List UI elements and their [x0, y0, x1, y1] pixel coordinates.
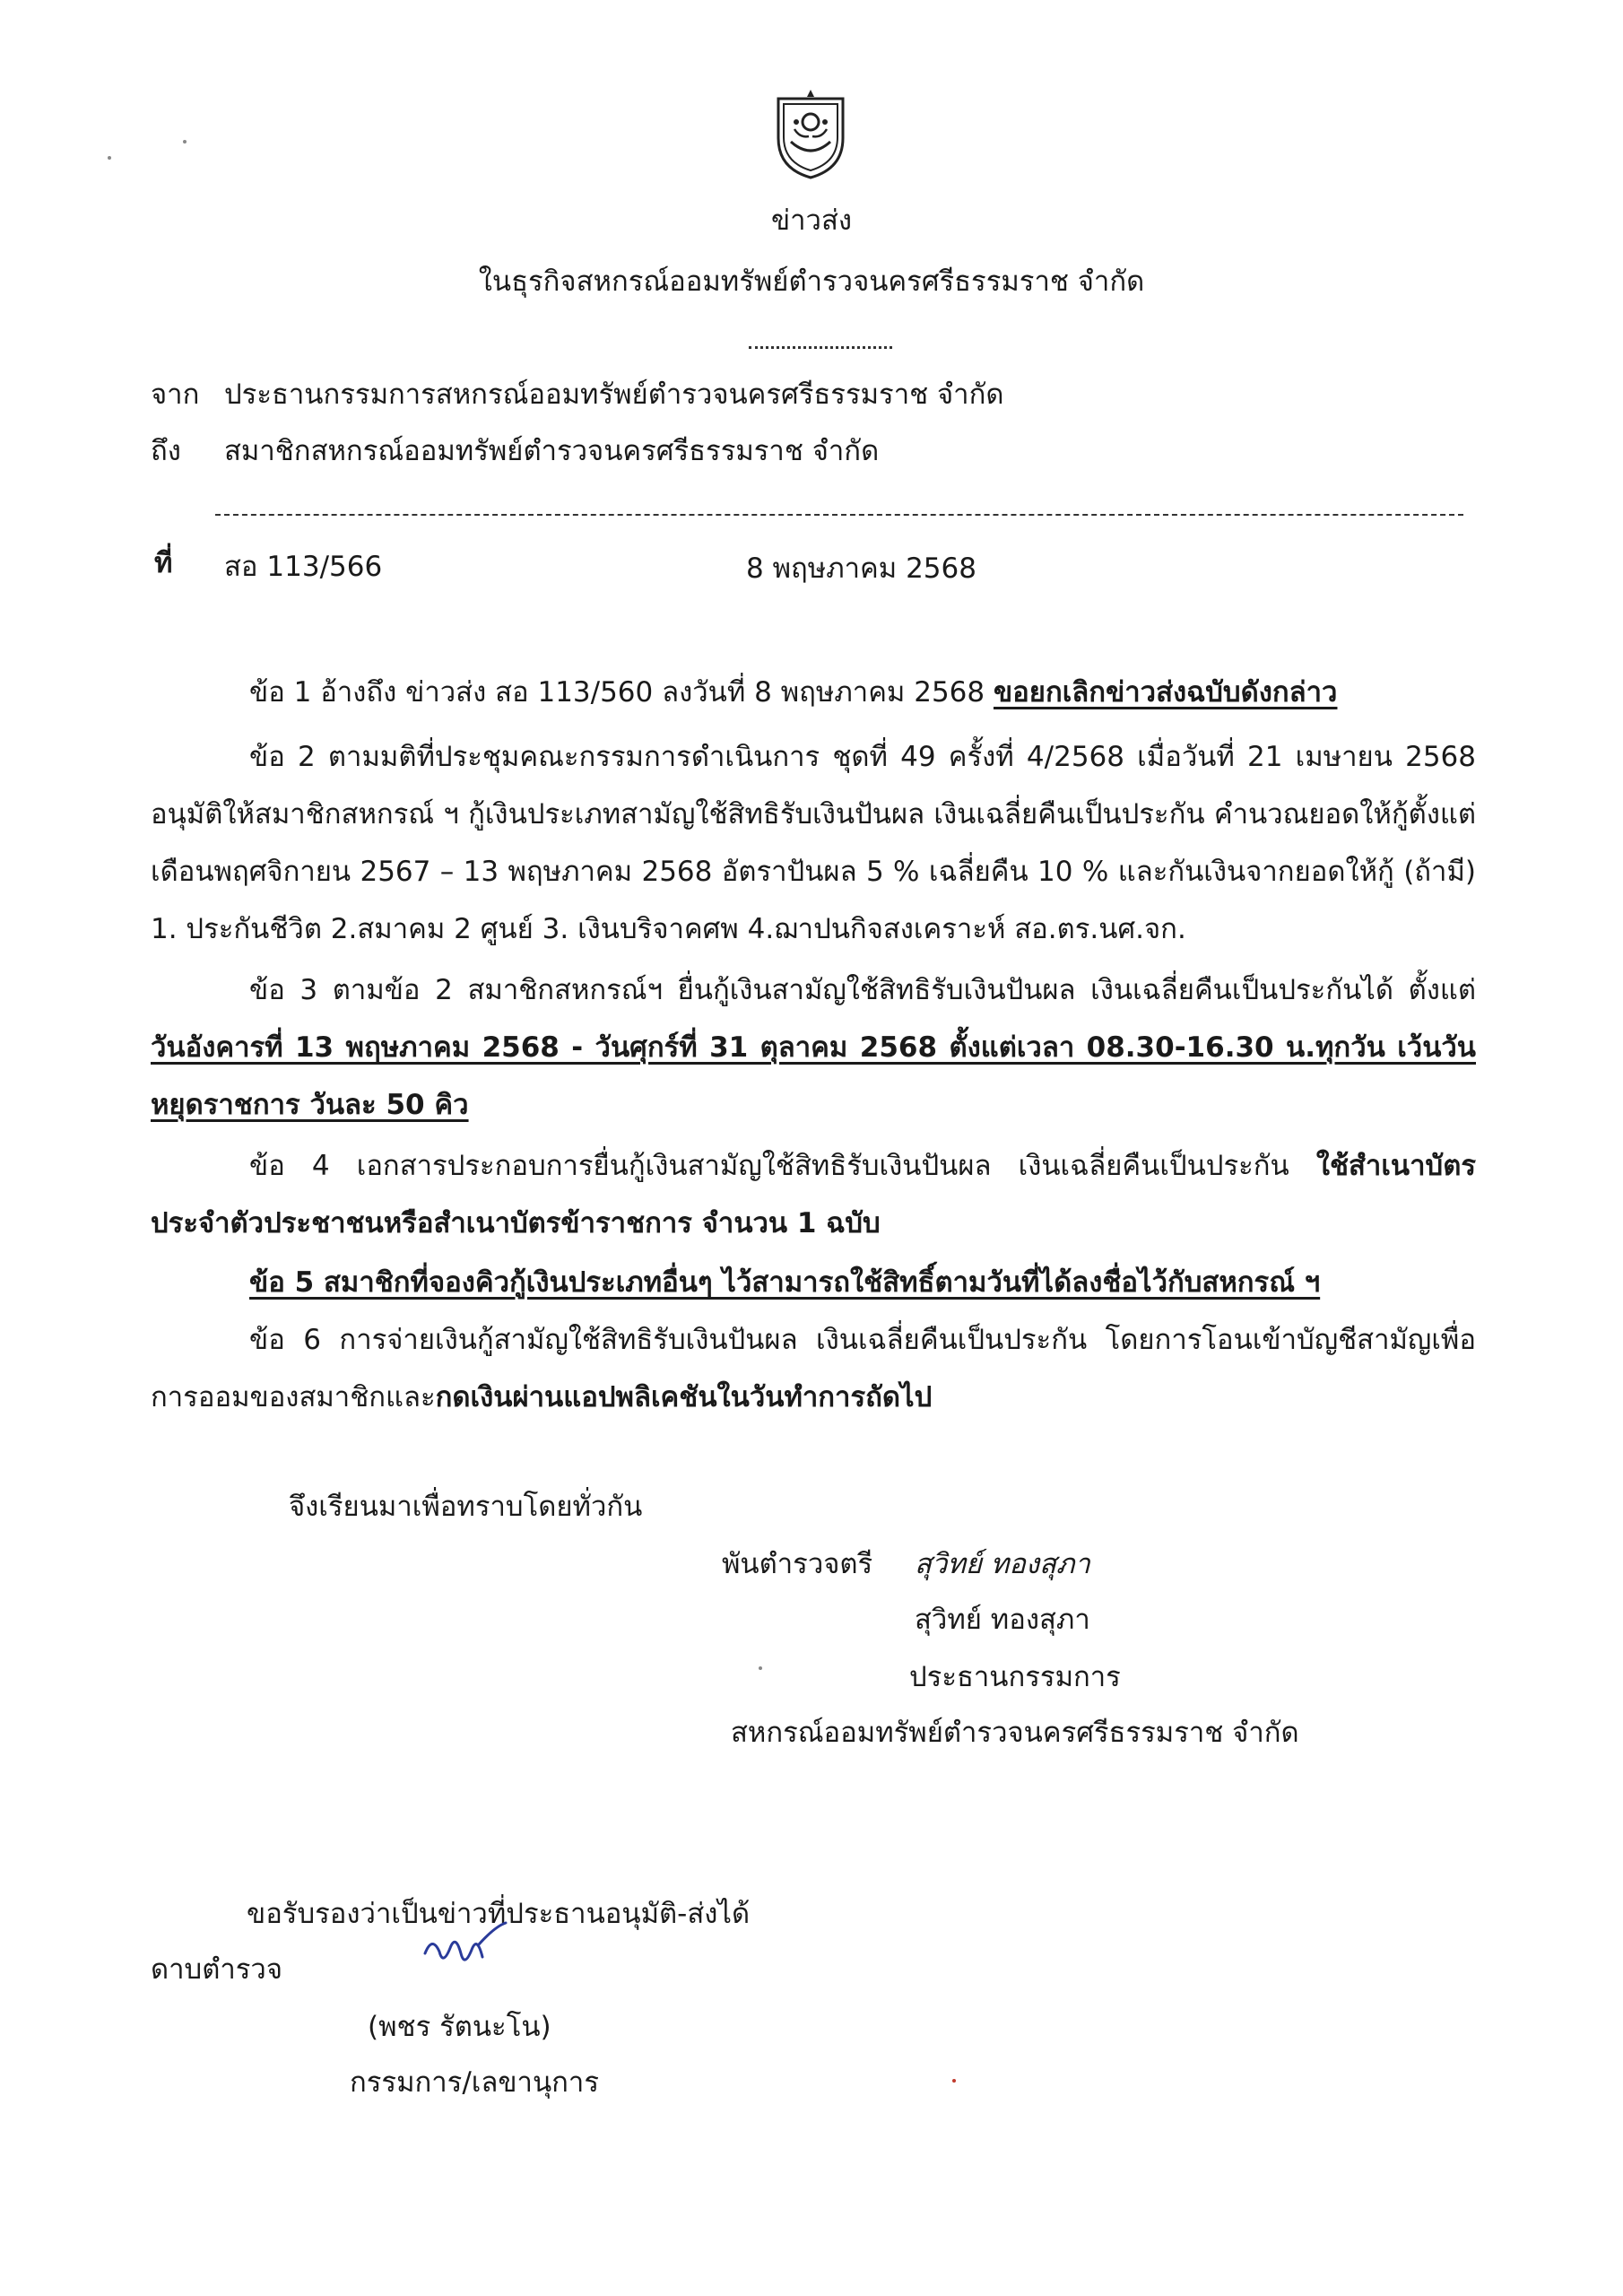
item-6 — [151, 1311, 1476, 1426]
ref-label: ที่ — [154, 547, 173, 579]
certification-text: ขอรับรองว่าเป็นข่าวที่ประธานอนุมัติ-ส่งได้ — [247, 1898, 751, 1930]
certifier-name: (พชร รัตนะโน) — [368, 2011, 551, 2043]
dotted-separator — [749, 346, 892, 349]
item-1 — [151, 664, 1476, 721]
to-value: สมาชิกสหกรณ์ออมทรัพย์ตำรวจนครศรีธรรมราช จำกัด — [224, 435, 880, 467]
item-6-withdrawal: กดเงินผ่านแอปพลิเคชันในวันทำการถัดไป — [435, 1381, 933, 1413]
item-2 — [151, 728, 1476, 958]
scan-speck — [952, 2079, 956, 2083]
document-date: 8 พฤษภาคม 2568 — [746, 552, 976, 585]
ref-number: สอ 113/566 — [224, 551, 383, 583]
certifier-rank: ดาบตำรวจ — [151, 1953, 282, 1986]
signer-name: สุวิทย์ ทองสุภา — [915, 1604, 1090, 1636]
closing-text: จึงเรียนมาเพื่อทราบโดยทั่วกัน — [289, 1491, 643, 1523]
item-1-cancel-notice: ขอยกเลิกข่าวส่งฉบับดังกล่าว — [993, 676, 1338, 709]
document-title: ข่าวส่ง — [770, 204, 853, 237]
handwritten-signature — [420, 1918, 518, 1980]
scan-speck — [759, 1666, 762, 1670]
item-2-text: ข้อ 2 ตามมติที่ประชุมคณะกรรมการดำเนินการ ชุดที่ 49 ครั้งที่ 4/2568 เมื่อวันที่ 21 เมษายน 2568 อนุมัติให้สมาชิกสหกรณ์ ฯ กู้เงินประเภทสามัญใช้สิทธิรับเงินปันผล เงินเฉลี่ยคืนเป็นประกัน คำนวณยอดให้กู้ตั้งแต่ เดือนพฤศจิกายน 2567 – 13 พฤษภาคม 2568 อัตราปันผล 5 % เฉลี่ยคืน 10 % และกันเงินจากยอดให้กู้ (ถ้ามี) 1. ประกันชีวิต 2.สมาคม 2 ศูนย์ 3. เงินบริจาคศพ 4.ฌาปนกิจสงเคราะห์ สอ.ตร.นศ.จก. — [151, 741, 1476, 945]
from-label: จาก — [151, 378, 200, 411]
signer-rank: พันตำรวจตรี — [722, 1548, 873, 1580]
item-4-documents: ใช้สำเนาบัตรประจำตัวประชาชนหรือสำเนาบัตรข้าราชการ จำนวน 1 ฉบับ — [151, 1150, 1476, 1239]
cooperative-seal-icon — [773, 83, 848, 181]
to-label: ถึง — [151, 435, 181, 467]
certifier-position: กรรมการ/เลขานุการ — [350, 2066, 599, 2099]
scan-speck — [108, 156, 111, 160]
item-5 — [151, 1254, 1476, 1311]
item-1-text: ข้อ 1 อ้างถึง ข่าวส่ง สอ 113/560 ลงวันที่ 8 พฤษภาคม 2568 — [249, 676, 994, 709]
signature-text: สุวิทย์ ทองสุภา — [915, 1548, 1090, 1580]
item-3-schedule: วันอังคารที่ 13 พฤษภาคม 2568 - วันศุกร์ที่ 31 ตุลาคม 2568 ตั้งแต่เวลา 08.30-16.30 น.ทุกวัน เว้นวันหยุดราชการ วันละ 50 คิว — [151, 1031, 1476, 1121]
scan-speck — [183, 140, 187, 144]
signer-position: ประธานกรรมการ — [909, 1661, 1121, 1693]
dashed-divider — [215, 514, 1463, 516]
signer-organization: สหกรณ์ออมทรัพย์ตำรวจนครศรีธรรมราช จำกัด — [731, 1717, 1299, 1749]
item-6-text: ข้อ 6 การจ่ายเงินกู้สามัญใช้สิทธิรับเงินปันผล เงินเฉลี่ยคืนเป็นประกัน โดยการโอนเข้าบัญชีสามัญเพื่อการออมของสมาชิกและ — [151, 1324, 1476, 1413]
item-4 — [151, 1137, 1476, 1252]
item-5-text: ข้อ 5 สมาชิกที่จองคิวกู้เงินประเภทอื่นๆ ไว้สามารถใช้สิทธิ์ตามวันที่ได้ลงชื่อไว้กับสหกรณ์ ฯ — [249, 1266, 1321, 1299]
from-value: ประธานกรรมการสหกรณ์ออมทรัพย์ตำรวจนครศรีธรรมราช จำกัด — [224, 378, 1004, 411]
item-4-text: ข้อ 4 เอกสารประกอบการยื่นกู้เงินสามัญใช้สิทธิรับเงินปันผล เงินเฉลี่ยคืนเป็นประกัน — [249, 1150, 1316, 1182]
item-3-text: ข้อ 3 ตามข้อ 2 สมาชิกสหกรณ์ฯ ยื่นกู้เงินสามัญใช้สิทธิรับเงินปันผล เงินเฉลี่ยคืนเป็นประกันได้ ตั้งแต่ — [249, 974, 1476, 1006]
item-3 — [151, 961, 1476, 1134]
document-subtitle: ในธุรกิจสหกรณ์ออมทรัพย์ตำรวจนครศรีธรรมราช จำกัด — [478, 265, 1145, 298]
